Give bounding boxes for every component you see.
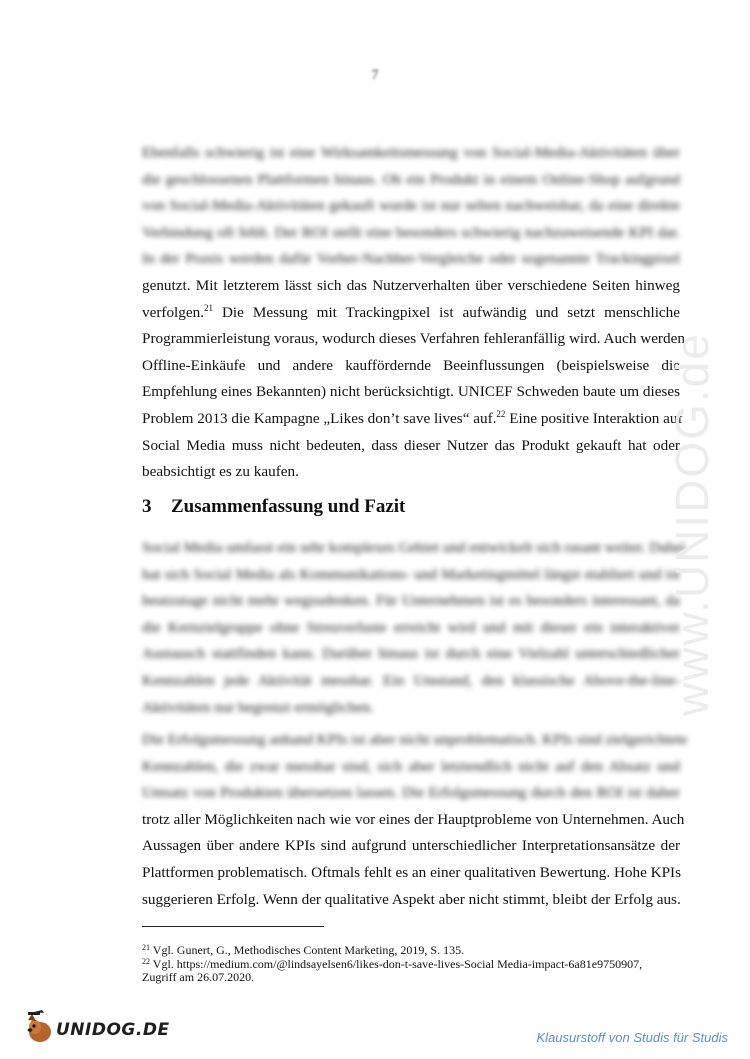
text-line: Ebenfalls schwierig ist eine Wirksamkeitsmessung von Social-Media-Aktivitäten über (142, 144, 680, 161)
text-line: Austausch stattfinden kann. Darüber hinaus ist durch eine Vielzahl unterschiedlicher (142, 645, 680, 663)
section-number: 3 (142, 496, 152, 517)
text-line: suggerieren Erfolg. Wenn der qualitative Aspekt aber nicht stimmt, bleibt der Erfolg aus. (142, 890, 681, 908)
text-line: Aussagen über andere KPIs sind aufgrund unterschiedlicher Interpretationsansätze der (142, 837, 680, 855)
footnote-22: $^{22}$ Vgl. https://medium.com/@lindsayelsen6/likes-don-t-save-lives-Social Media-impact-6a81e9750907, (142, 956, 643, 971)
text-line: Problem 2013 die Kampagne „Likes don’t save lives“ auf.$^{22}$ Eine positive Interaktion auf (142, 408, 683, 427)
tagline: Klausurstoff von Studis für Studis (536, 1030, 728, 1045)
text-line: Kennzahlen jede Aktivität messbar. Ein Umstand, den klassische Above-the-line- (142, 671, 680, 689)
text-line: In der Praxis werden dafür Vorher-Nachher-Vergleiche oder sogenannte Trackingpixel (142, 250, 680, 268)
text-line: Plattformen problematisch. Oftmals fehlt es an einer qualitativen Bewertung. Hohe KPIs (142, 863, 682, 881)
text-line: Social Media muss nicht bedeuten, dass dieser Nutzer das Produkt gekauft hat oder (142, 436, 680, 454)
footnote-22-continued: Zugriff am 26.07.2020. (142, 970, 255, 984)
text-line: beabsichtigt es zu kaufen. (142, 463, 299, 481)
watermark (664, 280, 724, 720)
text-line: heutzutage nicht mehr wegzudenken. Für Unternehmen ist es besonders interessant, da (142, 592, 680, 610)
blurred-text-block (142, 140, 680, 273)
text-line: Verbindung oft fehlt. Der ROI stellt eine besonders schwierig nachzuweisende KPI dar. (142, 223, 680, 241)
text-line: verfolgen.$^{21}$ Die Messung mit Trackingpixel ist aufwändig und setzt menschliche (142, 302, 680, 321)
text-line: Kennzahlen, die zwar messbar sind, sich aber letztendlich nicht auf den Absatz und (142, 757, 680, 775)
text-line: hat sich Social Media als Kommunikations- und Marketingmittel längst etabliert und ist (142, 565, 680, 583)
dog-logo-icon (22, 1010, 58, 1046)
footnote-ref[interactable]: 21 (204, 302, 213, 313)
paragraph-1 (142, 140, 685, 486)
text-line: Social Media umfasst ein sehr komplexes Gebiet und entwickelt sich rasant weiter. Dabei (142, 539, 686, 556)
text-line: Offline-Einkäufe und andere kauffördernde Beeinflussungen (beispielsweise die (142, 356, 680, 374)
text-line: von Social-Media-Aktivitäten gekauft wurde ist nur selten nachweisbar, da eine direkte (142, 197, 680, 215)
footnote-ref[interactable]: 22 (496, 408, 506, 419)
logo-text: UNIDOG.DE (56, 1020, 170, 1040)
page-number: 7 (371, 68, 379, 83)
text-line: Programmierleistung voraus, wodurch dieses Verfahren fehleranfällig wird. Auch werden (142, 330, 685, 348)
text-line: trotz aller Möglichkeiten nach wie vor eines der Hauptprobleme von Unternehmen. Auch (142, 810, 685, 828)
footnote-separator (142, 926, 324, 927)
blurred-text-block (142, 727, 688, 807)
text-line: Die Erfolgsmessung anhand KPIs ist aber nicht unproblematisch. KPIs sind zielgerichtete (142, 731, 688, 748)
text-line: Empfehlung eines Bekannten) nicht berücksichtigt. UNICEF Schweden baute um dieses (142, 383, 680, 401)
text-line: genutzt. Mit letzterem lässt sich das Nutzerverhalten über verschiedene Seiten hinweg (142, 276, 680, 294)
watermark-text: www.UNIDOG.de (666, 332, 718, 716)
paragraph-3 (142, 727, 688, 913)
section-title: Zusammenfassung und Fazit (171, 496, 406, 517)
section-heading (142, 496, 405, 518)
text-line: die geschlossenen Plattformen hinaus. Ob ein Produkt in einem Online-Shop aufgrund (142, 170, 680, 188)
text-line: Aktivitäten nur begrenzt ermöglichen. (142, 698, 374, 716)
text-line: Umsatz von Produkten übersetzen lassen. Die Erfolgsmessung durch den ROI ist daher (142, 784, 680, 802)
text-line: die Kernzielgruppe ohne Streuverluste erreicht wird und mit dieser ein interaktiver (142, 618, 680, 636)
footnotes (142, 944, 702, 985)
footnote-21: $^{21}$ Vgl. Gunert, G., Methodisches Content Marketing, 2019, S. 135. (142, 943, 465, 957)
paragraph-2 (142, 535, 686, 721)
